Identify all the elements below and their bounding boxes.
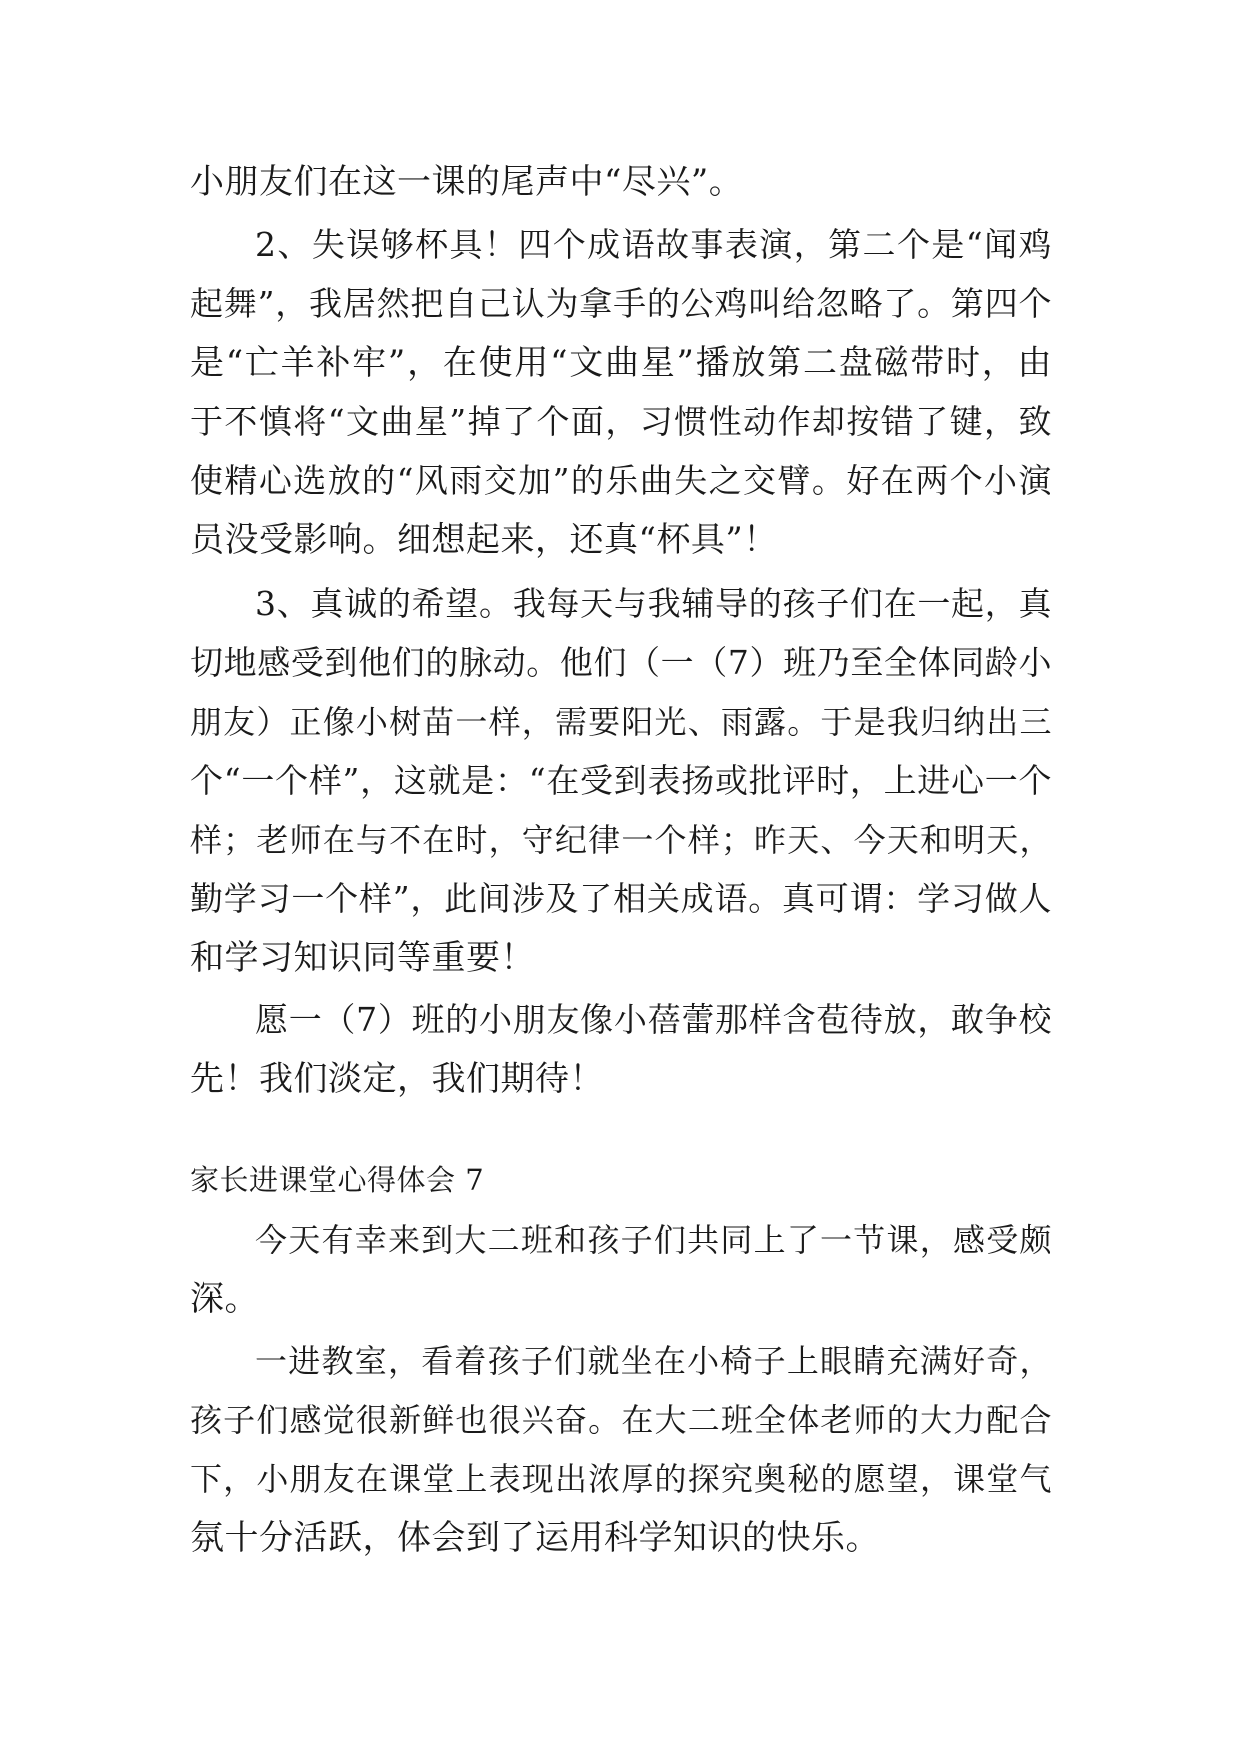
paragraph-line: 愿一（7）班的小朋友像小蓓蕾那样含苞待放，敢争校 xyxy=(255,1000,1052,1039)
paragraph-line: 勤学习一个样”，此间涉及了相关成语。真可谓：学习做人 xyxy=(190,879,1052,918)
paragraph-line: 孩子们感觉很新鲜也很兴奋。在大二班全体老师的大力配合 xyxy=(190,1401,1052,1439)
paragraph-line: 起舞”，我居然把自己认为拿手的公鸡叫给忽略了。第四个 xyxy=(190,284,1052,323)
paragraph-line: 切地感受到他们的脉动。他们（一（7）班乃至全体同龄小 xyxy=(190,643,1052,682)
paragraph-line: 2、失误够杯具！四个成语故事表演，第二个是“闻鸡 xyxy=(255,225,1052,264)
paragraph-line: 3、真诚的希望。我每天与我辅导的孩子们在一起，真 xyxy=(255,584,1052,623)
paragraph-line: 于不慎将“文曲星”掉了个面，习惯性动作却按错了键，致 xyxy=(190,402,1052,441)
document-body xyxy=(190,0,1052,1754)
paragraph-line: 今天有幸来到大二班和孩子们共同上了一节课，感受颇 xyxy=(255,1221,1052,1259)
paragraph-line: 深。 xyxy=(190,1279,259,1319)
section-heading: 家长进课堂心得体会 7 xyxy=(190,1163,485,1197)
paragraph-line: 员没受影响。细想起来，还真“杯具”！ xyxy=(190,520,778,560)
paragraph-line: 和学习知识同等重要！ xyxy=(190,938,535,978)
paragraph-line: 小朋友们在这一课的尾声中“尽兴”。 xyxy=(190,162,744,202)
paragraph-line: 先！我们淡定，我们期待！ xyxy=(190,1059,604,1099)
paragraph-line: 是“亡羊补牢”，在使用“文曲星”播放第二盘磁带时，由 xyxy=(190,343,1052,383)
paragraph-line: 样；老师在与不在时，守纪律一个样；昨天、今天和明天， xyxy=(190,821,1052,859)
paragraph-line: 氛十分活跃，体会到了运用科学知识的快乐。 xyxy=(190,1518,880,1558)
paragraph-line: 个“一个样”，这就是：“在受到表扬或批评时，上进心一个 xyxy=(190,761,1052,800)
paragraph-line: 使精心选放的“风雨交加”的乐曲失之交臂。好在两个小演 xyxy=(190,461,1052,500)
paragraph-line: 朋友）正像小树苗一样，需要阳光、雨露。于是我归纳出三 xyxy=(190,703,1052,741)
paragraph-line: 一进教室，看着孩子们就坐在小椅子上眼睛充满好奇， xyxy=(255,1342,1052,1380)
paragraph-line: 下，小朋友在课堂上表现出浓厚的探究奥秘的愿望，课堂气 xyxy=(190,1460,1052,1498)
